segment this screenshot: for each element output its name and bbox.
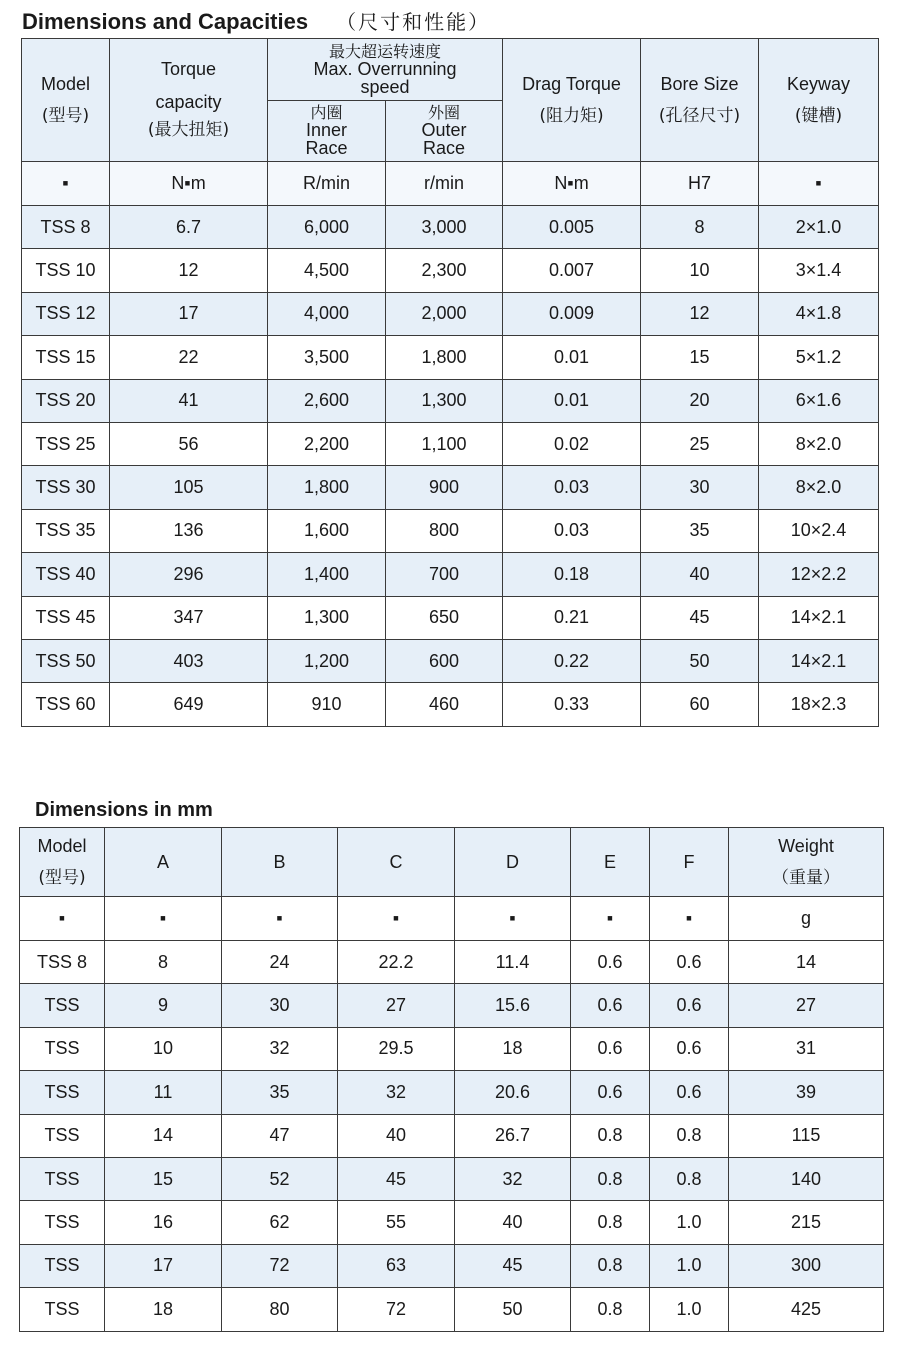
unit-cell: N▪m xyxy=(503,162,641,206)
value-cell: 32 xyxy=(222,1027,338,1070)
value-cell: 22.2 xyxy=(338,941,455,984)
value-cell: 12 xyxy=(110,249,268,292)
value-cell: 900 xyxy=(386,466,503,509)
model-cell: TSS 8 xyxy=(22,206,110,249)
value-cell: 4,000 xyxy=(268,292,386,335)
value-cell: 47 xyxy=(222,1114,338,1157)
value-cell: 1,300 xyxy=(268,596,386,639)
header-e: E xyxy=(571,828,650,897)
value-cell: 60 xyxy=(641,683,759,726)
value-cell: 1,300 xyxy=(386,379,503,422)
value-cell: 17 xyxy=(105,1244,222,1287)
value-cell: 2,000 xyxy=(386,292,503,335)
unit-cell: ▪ xyxy=(571,897,650,941)
value-cell: 140 xyxy=(729,1157,884,1200)
value-cell: 18×2.3 xyxy=(759,683,879,726)
unit-cell: ▪ xyxy=(650,897,729,941)
value-cell: 30 xyxy=(641,466,759,509)
value-cell: 649 xyxy=(110,683,268,726)
header-model: Model (型号) xyxy=(20,828,105,897)
header-a: A xyxy=(105,828,222,897)
value-cell: 8×2.0 xyxy=(759,466,879,509)
value-cell: 0.33 xyxy=(503,683,641,726)
value-cell: 15 xyxy=(641,336,759,379)
value-cell: 3,000 xyxy=(386,206,503,249)
value-cell: 347 xyxy=(110,596,268,639)
value-cell: 0.01 xyxy=(503,336,641,379)
value-cell: 296 xyxy=(110,553,268,596)
model-cell: TSS 30 xyxy=(22,466,110,509)
value-cell: 0.6 xyxy=(650,1071,729,1114)
table-row xyxy=(20,1071,884,1114)
value-cell: 40 xyxy=(455,1201,571,1244)
value-cell: 55 xyxy=(338,1201,455,1244)
value-cell: 35 xyxy=(641,509,759,552)
value-cell: 3×1.4 xyxy=(759,249,879,292)
value-cell: 1,400 xyxy=(268,553,386,596)
units-row xyxy=(22,162,879,206)
units-row xyxy=(20,897,884,941)
dimensions-table xyxy=(19,827,884,1332)
value-cell: 32 xyxy=(338,1071,455,1114)
value-cell: 1,800 xyxy=(268,466,386,509)
value-cell: 22 xyxy=(110,336,268,379)
value-cell: 1.0 xyxy=(650,1201,729,1244)
value-cell: 700 xyxy=(386,553,503,596)
value-cell: 2,200 xyxy=(268,422,386,465)
model-cell: TSS xyxy=(20,1114,105,1157)
value-cell: 10 xyxy=(641,249,759,292)
value-cell: 0.6 xyxy=(650,984,729,1027)
table-row xyxy=(20,984,884,1027)
model-cell: TSS 50 xyxy=(22,639,110,682)
value-cell: 50 xyxy=(641,639,759,682)
value-cell: 39 xyxy=(729,1071,884,1114)
unit-cell: N▪m xyxy=(110,162,268,206)
value-cell: 425 xyxy=(729,1288,884,1331)
value-cell: 4,500 xyxy=(268,249,386,292)
capacities-table xyxy=(21,38,879,727)
model-cell: TSS xyxy=(20,1201,105,1244)
value-cell: 0.8 xyxy=(650,1114,729,1157)
value-cell: 52 xyxy=(222,1157,338,1200)
value-cell: 0.007 xyxy=(503,249,641,292)
section1-title xyxy=(22,6,490,35)
value-cell: 8 xyxy=(105,941,222,984)
header-drag-torque: Drag Torque (阻力矩) xyxy=(503,39,641,162)
value-cell: 14 xyxy=(105,1114,222,1157)
unit-cell: ▪ xyxy=(22,162,110,206)
unit-cell: g xyxy=(729,897,884,941)
value-cell: 6×1.6 xyxy=(759,379,879,422)
value-cell: 0.005 xyxy=(503,206,641,249)
table-row xyxy=(22,596,879,639)
value-cell: 62 xyxy=(222,1201,338,1244)
value-cell: 215 xyxy=(729,1201,884,1244)
value-cell: 63 xyxy=(338,1244,455,1287)
value-cell: 0.01 xyxy=(503,379,641,422)
value-cell: 1,600 xyxy=(268,509,386,552)
model-cell: TSS xyxy=(20,1244,105,1287)
table-row xyxy=(22,292,879,335)
value-cell: 0.8 xyxy=(571,1288,650,1331)
value-cell: 50 xyxy=(455,1288,571,1331)
value-cell: 1,100 xyxy=(386,422,503,465)
header-d: D xyxy=(455,828,571,897)
model-cell: TSS xyxy=(20,1071,105,1114)
value-cell: 30 xyxy=(222,984,338,1027)
table-row xyxy=(20,941,884,984)
value-cell: 11.4 xyxy=(455,941,571,984)
value-cell: 1,200 xyxy=(268,639,386,682)
value-cell: 0.6 xyxy=(650,941,729,984)
model-cell: TSS 20 xyxy=(22,379,110,422)
model-cell: TSS 15 xyxy=(22,336,110,379)
table-row xyxy=(22,249,879,292)
model-cell: TSS 8 xyxy=(20,941,105,984)
table-row xyxy=(20,1114,884,1157)
table-row xyxy=(22,379,879,422)
value-cell: 15 xyxy=(105,1157,222,1200)
value-cell: 45 xyxy=(338,1157,455,1200)
value-cell: 16 xyxy=(105,1201,222,1244)
value-cell: 1.0 xyxy=(650,1244,729,1287)
table-row xyxy=(20,1244,884,1287)
header-bore-size: Bore Size (孔径尺寸) xyxy=(641,39,759,162)
table-row xyxy=(22,466,879,509)
value-cell: 2,300 xyxy=(386,249,503,292)
header-keyway: Keyway (键槽) xyxy=(759,39,879,162)
unit-cell: R/min xyxy=(268,162,386,206)
model-cell: TSS 12 xyxy=(22,292,110,335)
table-row xyxy=(22,509,879,552)
section1-title-cn: （尺寸和性能） xyxy=(336,10,491,34)
value-cell: 0.6 xyxy=(571,1027,650,1070)
value-cell: 72 xyxy=(338,1288,455,1331)
value-cell: 12×2.2 xyxy=(759,553,879,596)
table-row xyxy=(20,1157,884,1200)
value-cell: 0.009 xyxy=(503,292,641,335)
value-cell: 2×1.0 xyxy=(759,206,879,249)
model-cell: TSS xyxy=(20,984,105,1027)
value-cell: 105 xyxy=(110,466,268,509)
value-cell: 0.03 xyxy=(503,466,641,509)
value-cell: 45 xyxy=(455,1244,571,1287)
table-row xyxy=(22,422,879,465)
model-cell: TSS 60 xyxy=(22,683,110,726)
value-cell: 0.8 xyxy=(571,1244,650,1287)
value-cell: 9 xyxy=(105,984,222,1027)
table-row xyxy=(22,336,879,379)
section1-title-en: Dimensions and Capacities xyxy=(22,9,309,34)
value-cell: 27 xyxy=(338,984,455,1027)
model-cell: TSS xyxy=(20,1027,105,1070)
value-cell: 80 xyxy=(222,1288,338,1331)
value-cell: 136 xyxy=(110,509,268,552)
value-cell: 20 xyxy=(641,379,759,422)
section2-title: Dimensions in mm xyxy=(35,799,213,821)
value-cell: 15.6 xyxy=(455,984,571,1027)
header-max-speed: 最大超运转速度 Max. Overrunning speed xyxy=(268,39,503,101)
table-row xyxy=(20,1027,884,1070)
value-cell: 1,800 xyxy=(386,336,503,379)
value-cell: 0.18 xyxy=(503,553,641,596)
value-cell: 115 xyxy=(729,1114,884,1157)
model-cell: TSS 35 xyxy=(22,509,110,552)
value-cell: 10 xyxy=(105,1027,222,1070)
value-cell: 0.8 xyxy=(650,1157,729,1200)
value-cell: 14 xyxy=(729,941,884,984)
value-cell: 40 xyxy=(641,553,759,596)
header-torque: Torque capacity (最大扭矩) xyxy=(110,39,268,162)
value-cell: 35 xyxy=(222,1071,338,1114)
value-cell: 0.8 xyxy=(571,1114,650,1157)
value-cell: 8 xyxy=(641,206,759,249)
value-cell: 17 xyxy=(110,292,268,335)
unit-cell: ▪ xyxy=(455,897,571,941)
value-cell: 25 xyxy=(641,422,759,465)
value-cell: 0.03 xyxy=(503,509,641,552)
value-cell: 45 xyxy=(641,596,759,639)
header-weight: Weight （重量） xyxy=(729,828,884,897)
table-row xyxy=(20,1288,884,1331)
value-cell: 24 xyxy=(222,941,338,984)
value-cell: 0.22 xyxy=(503,639,641,682)
value-cell: 18 xyxy=(105,1288,222,1331)
value-cell: 56 xyxy=(110,422,268,465)
value-cell: 6.7 xyxy=(110,206,268,249)
unit-cell: ▪ xyxy=(20,897,105,941)
value-cell: 910 xyxy=(268,683,386,726)
model-cell: TSS 25 xyxy=(22,422,110,465)
model-cell: TSS xyxy=(20,1288,105,1331)
value-cell: 14×2.1 xyxy=(759,596,879,639)
value-cell: 29.5 xyxy=(338,1027,455,1070)
table-row xyxy=(22,206,879,249)
value-cell: 600 xyxy=(386,639,503,682)
value-cell: 8×2.0 xyxy=(759,422,879,465)
unit-cell: ▪ xyxy=(759,162,879,206)
table-row xyxy=(22,639,879,682)
value-cell: 5×1.2 xyxy=(759,336,879,379)
value-cell: 4×1.8 xyxy=(759,292,879,335)
value-cell: 403 xyxy=(110,639,268,682)
value-cell: 0.02 xyxy=(503,422,641,465)
value-cell: 0.21 xyxy=(503,596,641,639)
value-cell: 300 xyxy=(729,1244,884,1287)
value-cell: 14×2.1 xyxy=(759,639,879,682)
header-outer-race: 外圈 Outer Race xyxy=(386,101,503,162)
value-cell: 460 xyxy=(386,683,503,726)
value-cell: 3,500 xyxy=(268,336,386,379)
value-cell: 6,000 xyxy=(268,206,386,249)
unit-cell: ▪ xyxy=(222,897,338,941)
header-c: C xyxy=(338,828,455,897)
value-cell: 0.6 xyxy=(571,941,650,984)
value-cell: 650 xyxy=(386,596,503,639)
value-cell: 800 xyxy=(386,509,503,552)
table-row xyxy=(20,1201,884,1244)
unit-cell: r/min xyxy=(386,162,503,206)
unit-cell: ▪ xyxy=(338,897,455,941)
model-cell: TSS xyxy=(20,1157,105,1200)
model-cell: TSS 45 xyxy=(22,596,110,639)
header-b: B xyxy=(222,828,338,897)
unit-cell: ▪ xyxy=(105,897,222,941)
value-cell: 32 xyxy=(455,1157,571,1200)
value-cell: 20.6 xyxy=(455,1071,571,1114)
value-cell: 1.0 xyxy=(650,1288,729,1331)
model-cell: TSS 10 xyxy=(22,249,110,292)
header-model: Model (型号) xyxy=(22,39,110,162)
value-cell: 40 xyxy=(338,1114,455,1157)
value-cell: 12 xyxy=(641,292,759,335)
value-cell: 0.8 xyxy=(571,1157,650,1200)
value-cell: 72 xyxy=(222,1244,338,1287)
unit-cell: H7 xyxy=(641,162,759,206)
value-cell: 26.7 xyxy=(455,1114,571,1157)
value-cell: 0.6 xyxy=(650,1027,729,1070)
value-cell: 31 xyxy=(729,1027,884,1070)
value-cell: 2,600 xyxy=(268,379,386,422)
table-row xyxy=(22,553,879,596)
value-cell: 11 xyxy=(105,1071,222,1114)
value-cell: 18 xyxy=(455,1027,571,1070)
value-cell: 0.6 xyxy=(571,984,650,1027)
model-cell: TSS 40 xyxy=(22,553,110,596)
value-cell: 10×2.4 xyxy=(759,509,879,552)
header-f: F xyxy=(650,828,729,897)
value-cell: 0.8 xyxy=(571,1201,650,1244)
value-cell: 41 xyxy=(110,379,268,422)
header-inner-race: 内圈 Inner Race xyxy=(268,101,386,162)
value-cell: 27 xyxy=(729,984,884,1027)
table-row xyxy=(22,683,879,726)
value-cell: 0.6 xyxy=(571,1071,650,1114)
